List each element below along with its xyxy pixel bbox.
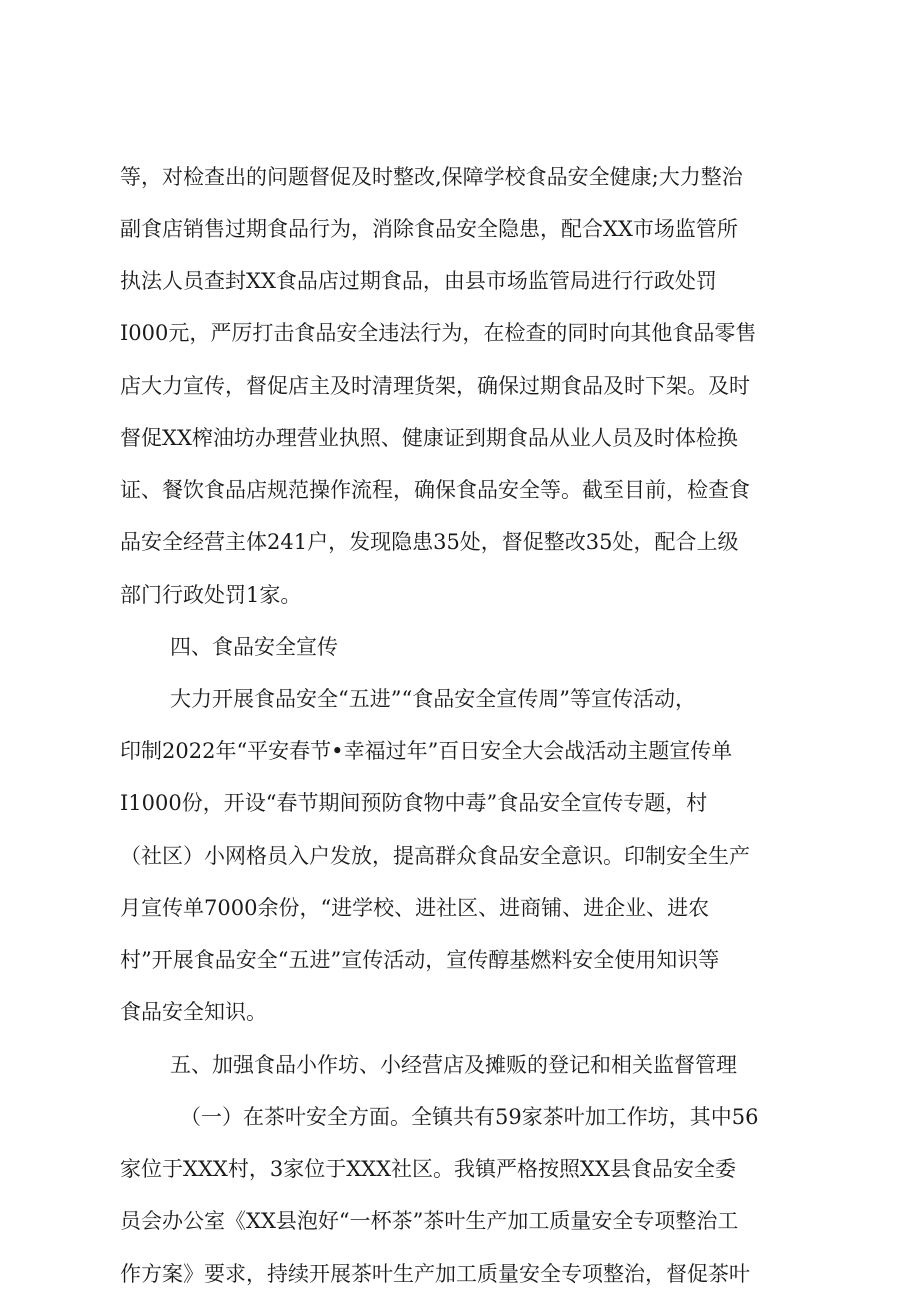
- text-line-6: 督促XX榨油坊办理营业执照、健康证到期食品从业人员及时体检换: [120, 426, 738, 450]
- text-line-4: I000元，严厉打击食品安全违法行为，在检查的同时向其他食品零售: [120, 321, 757, 345]
- subsection-line-1: （一）在茶叶安全方面。全镇共有59家茶叶加工作坊，其中56: [180, 1105, 759, 1129]
- text-line-16: 村”开展食品安全“五进”宣传活动，宣传醇基燃料安全使用知识等: [120, 948, 720, 972]
- text-line-1: 等，对检查出的问题督促及时整改,保障学校食品安全健康;大力整治: [120, 165, 743, 189]
- text-line-12: 印制2022年“平安春节•幸福过年”百日安全大会战活动主题宣传单: [120, 739, 733, 763]
- text-line-20: 家位于XXX村，3家位于XXX社区。我镇严格按照XX县食品安全委: [120, 1157, 736, 1181]
- text-line-15: 月宣传单7000余份，“进学校、进社区、进商铺、进企业、进农: [120, 896, 710, 920]
- section-heading-4: 四、食品安全宣传: [170, 635, 338, 659]
- text-line-8: 品安全经营主体241户，发现隐患35处，督促整改35处，配合上级: [120, 530, 739, 554]
- text-line-14: （社区）小网格员入户发放，提高群众食品安全意识。印制安全生产: [120, 844, 750, 868]
- text-line-5: 店大力宣传，督促店主及时清理货架，确保过期食品及时下架。及时: [120, 374, 750, 398]
- text-line-22: 作方案》要求，持续开展茶叶生产加工质量安全专项整治，督促茶叶: [120, 1262, 750, 1286]
- text-line-7: 证、餐饮食品店规范操作流程，确保食品安全等。截至目前，检查食: [120, 478, 750, 502]
- text-line-9: 部门行政处罚1家。: [120, 583, 302, 607]
- text-line-17: 食品安全知识。: [120, 1000, 267, 1024]
- text-line-11: 大力开展食品安全“五进”“食品安全宣传周”等宣传活动，: [170, 687, 696, 711]
- section-heading-5: 五、加强食品小作坊、小经营店及摊贩的登记和相关监督管理: [170, 1053, 737, 1077]
- text-line-21: 员会办公室《XX县泡好“一杯茶”茶叶生产加工质量安全专项整治工: [120, 1209, 739, 1233]
- text-line-13: I1000份，开设“春节期间预防食物中毒”食品安全宣传专题，村: [120, 791, 708, 815]
- text-line-3: 执法人员查封XX食品店过期食品，由县市场监管局进行行政处罚: [120, 269, 717, 293]
- text-line-2: 副食店销售过期食品行为，消除食品安全隐患，配合XX市场监管所: [120, 217, 738, 241]
